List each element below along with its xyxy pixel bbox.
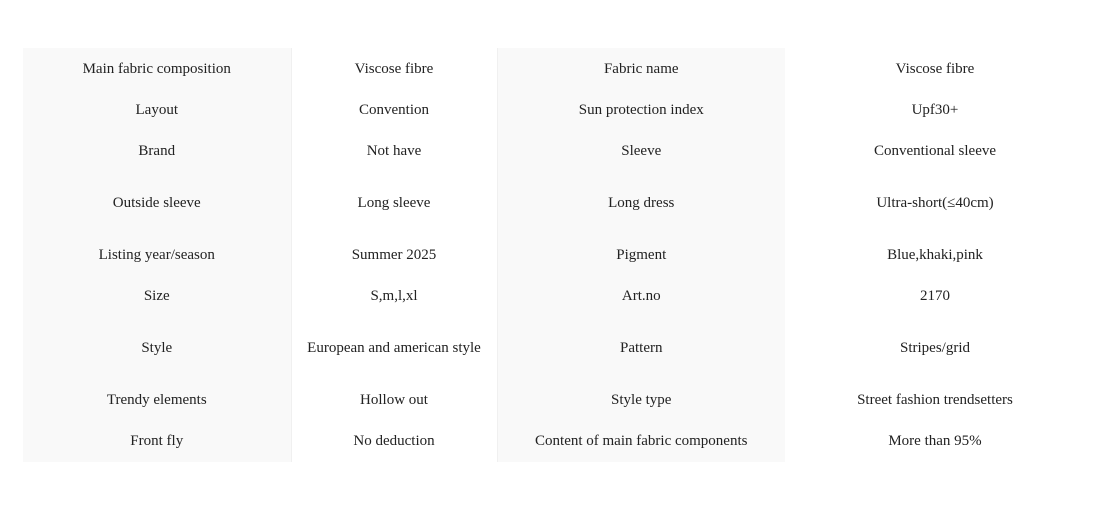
spec-row [23,130,1085,172]
spec-table-body [23,48,1085,462]
spec-label: Brand [23,130,291,172]
spec-label: Pigment [497,234,785,276]
spec-label: Pattern [497,316,785,380]
spec-label: Front fly [23,420,291,462]
spec-row [23,48,1085,90]
spec-label: Fabric name [497,48,785,90]
spec-value: No deduction [291,420,497,462]
spec-row [23,234,1085,276]
spec-value: Convention [291,90,497,130]
spec-row [23,316,1085,380]
spec-label: Outside sleeve [23,172,291,234]
spec-label: Sleeve [497,130,785,172]
spec-label: Sun protection index [497,90,785,130]
spec-value: Blue,khaki,pink [785,234,1085,276]
spec-row [23,276,1085,316]
spec-label: Content of main fabric components [497,420,785,462]
spec-value: Street fashion trendsetters [785,380,1085,420]
spec-value: Long sleeve [291,172,497,234]
spec-value: Not have [291,130,497,172]
spec-label: Style [23,316,291,380]
spec-label: Art.no [497,276,785,316]
spec-row [23,90,1085,130]
spec-value: Ultra-short(≤40cm) [785,172,1085,234]
spec-label: Style type [497,380,785,420]
spec-value: European and american style [291,316,497,380]
spec-label: Long dress [497,172,785,234]
spec-label: Listing year/season [23,234,291,276]
product-spec-table [23,48,1085,462]
spec-value: Upf30+ [785,90,1085,130]
spec-value: Viscose fibre [291,48,497,90]
spec-value: 2170 [785,276,1085,316]
spec-value: Viscose fibre [785,48,1085,90]
spec-value: Summer 2025 [291,234,497,276]
spec-label: Size [23,276,291,316]
spec-row [23,380,1085,420]
spec-label: Trendy elements [23,380,291,420]
spec-value: S,m,l,xl [291,276,497,316]
spec-label: Main fabric composition [23,48,291,90]
spec-value: Conventional sleeve [785,130,1085,172]
spec-row [23,420,1085,462]
spec-value: More than 95% [785,420,1085,462]
spec-label: Layout [23,90,291,130]
spec-row [23,172,1085,234]
spec-value: Stripes/grid [785,316,1085,380]
spec-value: Hollow out [291,380,497,420]
